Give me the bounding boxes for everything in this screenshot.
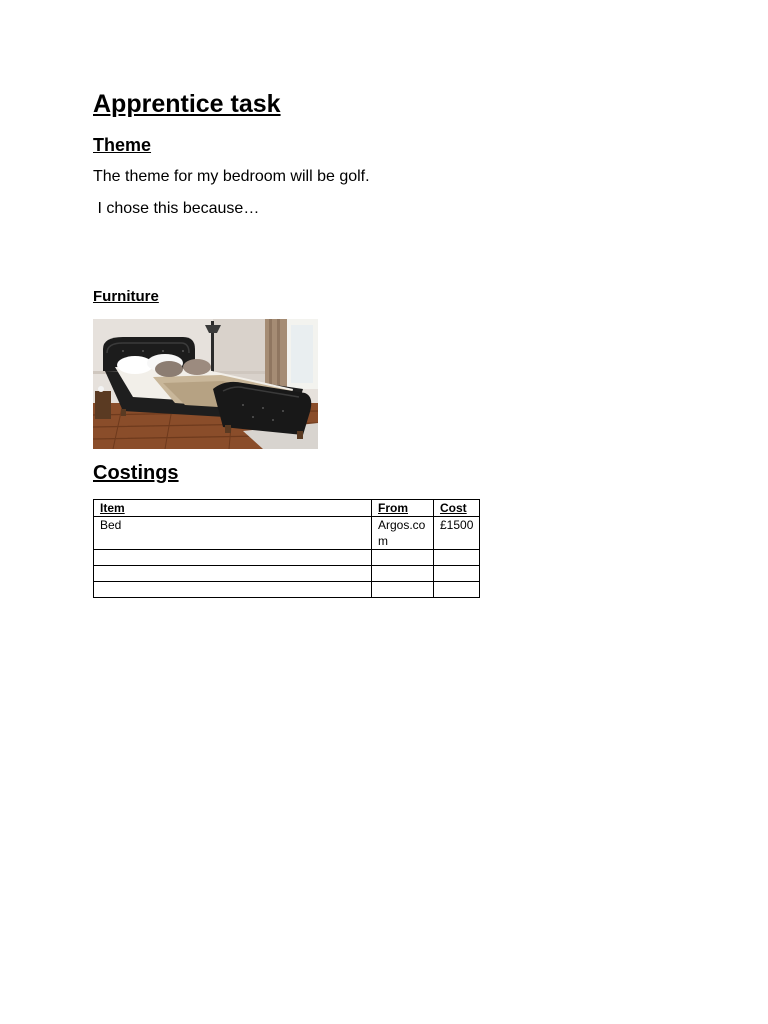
header-from — [372, 500, 434, 517]
header-cost-label: Cost — [440, 501, 467, 515]
furniture-heading: Furniture — [93, 288, 159, 305]
cell-from: Argos.com — [372, 517, 434, 550]
table-row — [94, 566, 480, 582]
header-from-label: From — [378, 501, 408, 515]
cell-cost: £1500 — [434, 517, 480, 550]
cell-item — [94, 550, 372, 566]
theme-text: The theme for my bedroom will be golf. — [93, 168, 370, 185]
reason-text: I chose this because… — [93, 200, 260, 217]
header-item — [94, 500, 372, 517]
cell-item: Bed — [94, 517, 372, 550]
header-item-label: Item — [100, 501, 125, 515]
costings-table — [93, 499, 480, 598]
header-cost — [434, 500, 480, 517]
page-title: Apprentice task — [93, 90, 281, 118]
cell-from — [372, 582, 434, 598]
table-row — [94, 550, 480, 566]
cell-item — [94, 582, 372, 598]
theme-heading: Theme — [93, 135, 152, 155]
cell-cost — [434, 566, 480, 582]
cell-from — [372, 566, 434, 582]
cell-cost — [434, 550, 480, 566]
costings-heading: Costings — [93, 462, 179, 484]
table-row — [94, 517, 480, 550]
table-row — [94, 582, 480, 598]
table-header-row — [94, 500, 480, 517]
cell-cost — [434, 582, 480, 598]
bed-photo — [93, 319, 318, 449]
cell-item — [94, 566, 372, 582]
cell-from — [372, 550, 434, 566]
